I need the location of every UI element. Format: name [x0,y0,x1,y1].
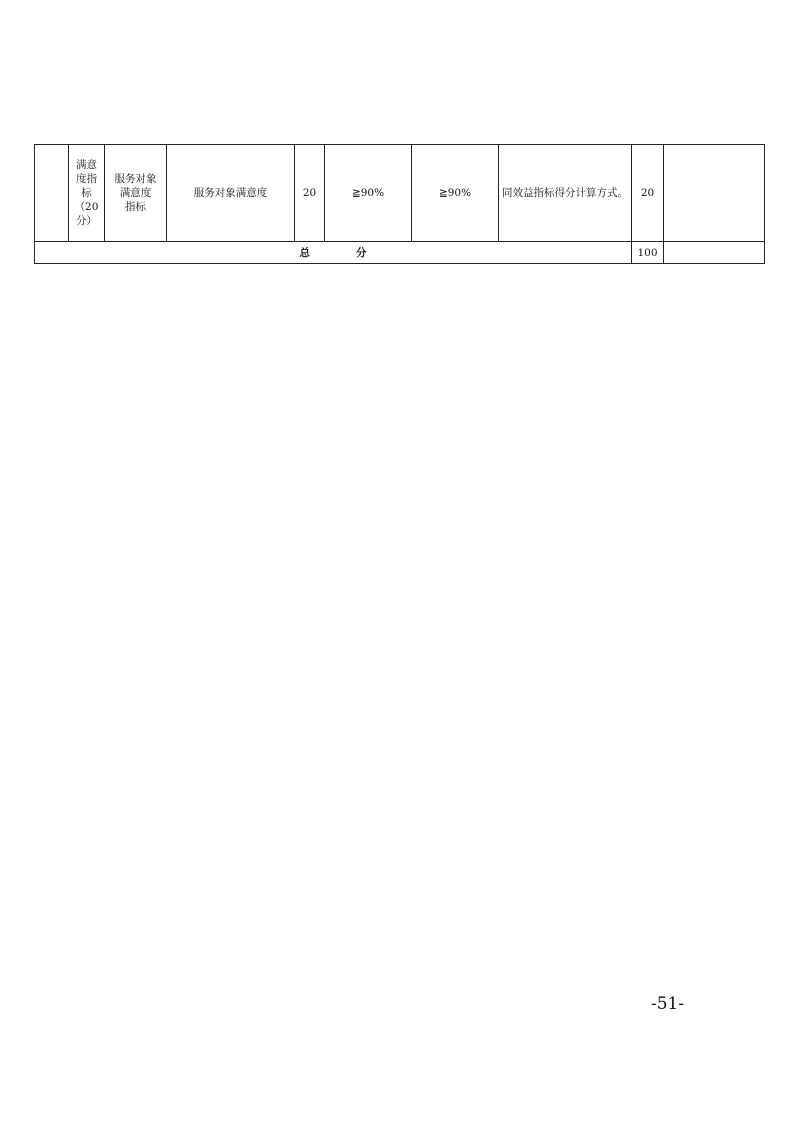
category-line: 标 [81,187,92,199]
actual-value-cell: ≧90% [412,145,499,242]
indicator-name-cell: 服务对象满意度 [167,145,295,242]
total-label-cell [35,242,632,264]
evaluation-table [34,144,765,264]
performance-evaluation-table [34,144,764,264]
category-cell [69,145,105,242]
page-number: -51- [651,994,685,1014]
total-label-part: 分 [356,246,367,259]
subcategory-line: 指标 [125,201,146,213]
scoring-method-cell: 同效益指标得分计算方式。 [499,145,632,242]
subcategory-line: 满意度 [119,187,152,199]
total-row [35,242,765,264]
category-line: 度指 [76,173,97,185]
category-line: 分） [76,215,97,227]
score-cell: 20 [632,145,664,242]
empty-first-level-cell [35,145,69,242]
remark-cell [664,145,765,242]
category-line: 满意 [76,159,97,171]
subcategory-cell [105,145,167,242]
target-value-cell: ≧90% [325,145,412,242]
category-line: （20 [74,201,99,213]
subcategory-line: 服务对象 [114,173,157,185]
total-label-part: 总 [299,246,310,259]
total-remark-cell [664,242,765,264]
total-score-cell: 100 [632,242,664,264]
total-label [300,247,367,259]
weight-cell: 20 [295,145,325,242]
table-row [35,145,765,242]
